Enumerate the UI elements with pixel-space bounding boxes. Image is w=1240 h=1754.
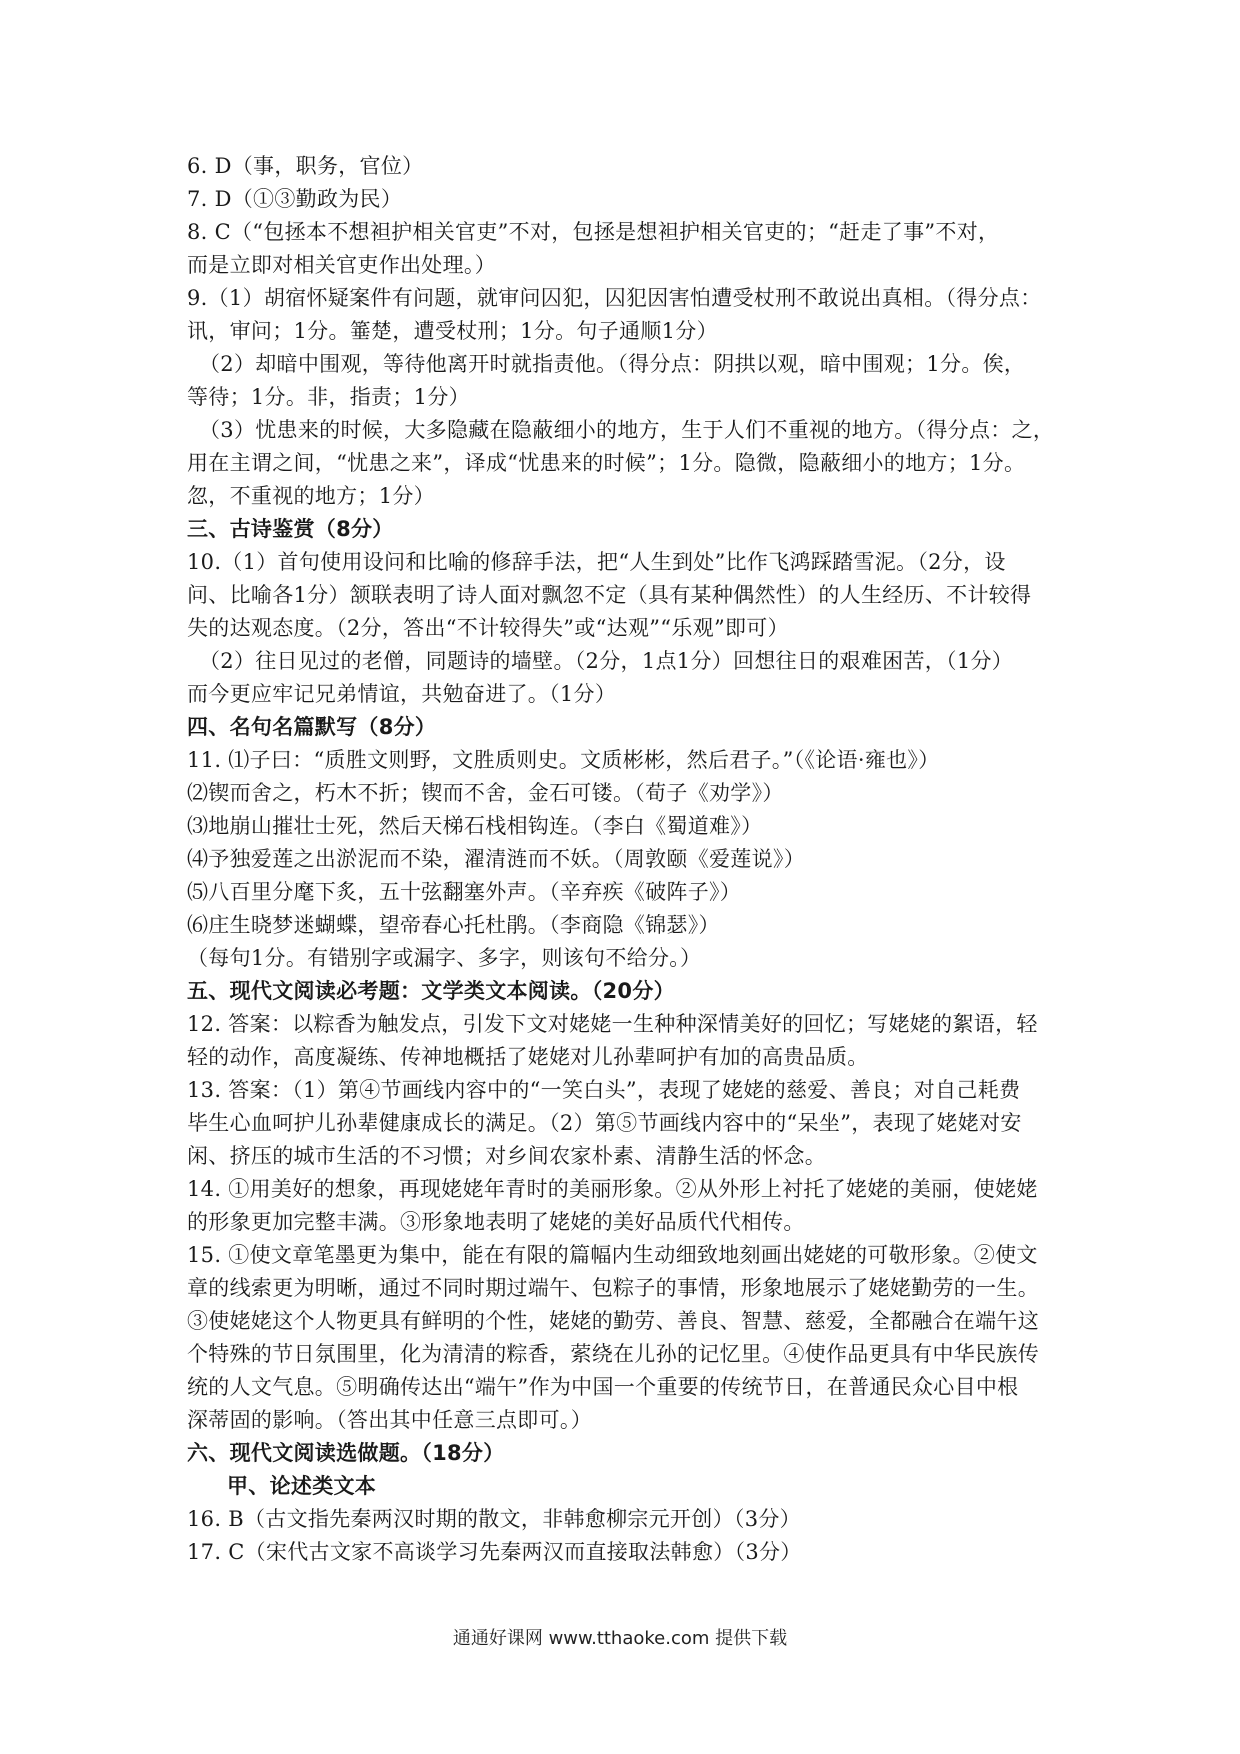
answer-key-page xyxy=(187,150,1062,1569)
answer-line: ⑶地崩山摧壮士死，然后天梯石栈相钩连。（李白《蜀道难》） xyxy=(187,814,763,838)
page-footer: 通通好课网 www.tthaoke.com 提供下载 xyxy=(452,1628,788,1649)
answer-line: 而今更应牢记兄弟情谊，共勉奋进了。（1分） xyxy=(187,682,617,706)
answer-line: ⑷予独爱莲之出淤泥而不染，濯清涟而不妖。（周敦颐《爱莲说》） xyxy=(187,847,805,871)
answer-line: 16. B（古文指先秦两汉时期的散文，非韩愈柳宗元开创）（3分） xyxy=(187,1507,801,1531)
section-heading: 六、现代文阅读选做题。（18分） xyxy=(187,1441,505,1465)
answer-line: 7. D（①③勤政为民） xyxy=(187,187,403,211)
answer-line: 9.（1）胡宿怀疑案件有问题，就审问囚犯，囚犯因害怕遭受杖刑不敢说出真相。（得分点： xyxy=(187,286,1042,310)
answer-line: （2）往日见过的老僧，同题诗的墙壁。（2分，1点1分）回想往日的艰难困苦，（1分） xyxy=(199,649,1014,673)
answer-line: 12. 答案：以粽香为触发点，引发下文对姥姥一生种种深情美好的回忆；写姥姥的絮语，轻 xyxy=(187,1012,1038,1036)
answer-line: 失的达观态度。（2分，答出“不计较得失”或“达观”“乐观”即可） xyxy=(187,616,789,640)
answer-line: 17. C（宋代古文家不高谈学习先秦两汉而直接取法韩愈）（3分） xyxy=(187,1540,802,1564)
answer-line: 个特殊的节日氛围里，化为清清的粽香，萦绕在儿孙的记忆里。④使作品更具有中华民族传 xyxy=(187,1342,1039,1366)
answer-line: 15. ①使文章笔墨更为集中，能在有限的篇幅内生动细致地刻画出姥姥的可敬形象。②使文 xyxy=(187,1243,1038,1267)
section-heading: 四、名句名篇默写（8分） xyxy=(187,715,437,739)
section-heading: 五、现代文阅读必考题：文学类文本阅读。（20分） xyxy=(187,979,675,1003)
answer-line: （3）忧患来的时候，大多隐藏在隐蔽细小的地方，生于人们不重视的地方。（得分点：之， xyxy=(199,418,1055,442)
subsection-heading: 甲、论述类文本 xyxy=(227,1474,377,1498)
answer-line: 忽，不重视的地方；1分） xyxy=(187,484,435,508)
section-heading: 三、古诗鉴赏（8分） xyxy=(187,517,394,541)
answer-line: （2）却暗中围观，等待他离开时就指责他。（得分点：阴拱以观，暗中围观；1分。俟， xyxy=(199,352,1026,376)
answer-line: 14. ①用美好的想象，再现姥姥年青时的美丽形象。②从外形上衬托了姥姥的美丽，使姥姥 xyxy=(187,1177,1038,1201)
answer-line: 讯，审问；1分。箠楚，遭受杖刑；1分。句子通顺1分） xyxy=(187,319,718,343)
answer-line: 而是立即对相关官吏作出处理。） xyxy=(187,253,496,277)
answer-line: 10.（1）首句使用设问和比喻的修辞手法，把“人生到处”比作飞鸿踩踏雪泥。（2分，设 xyxy=(187,550,1006,574)
answer-line: ⑸八百里分麾下炙，五十弦翻塞外声。（辛弃疾《破阵子》） xyxy=(187,880,742,904)
answer-line: 闲、挤压的城市生活的不习惯；对乡间农家朴素、清静生活的怀念。 xyxy=(187,1144,826,1168)
answer-line: 等待；1分。非，指责；1分） xyxy=(187,385,470,409)
answer-line: 13. 答案：（1）第④节画线内容中的“一笑白头”，表现了姥姥的慈爱、善良；对自己耗费 xyxy=(187,1078,1021,1102)
answer-line: 毕生心血呵护儿孙辈健康成长的满足。（2）第⑤节画线内容中的“呆坐”，表现了姥姥对安 xyxy=(187,1111,1022,1135)
answer-line: 统的人文气息。⑤明确传达出“端午”作为中国一个重要的传统节日，在普通民众心目中根 xyxy=(187,1375,1019,1399)
answer-line: 8. C（“包拯本不想袒护相关官吏”不对，包拯是想袒护相关官吏的；“赶走了事”不对， xyxy=(187,220,1000,244)
answer-line: 问、比喻各1分）颔联表明了诗人面对飘忽不定（具有某种偶然性）的人生经历、不计较得 xyxy=(187,583,1032,607)
answer-line: 深蒂固的影响。（答出其中任意三点即可。） xyxy=(187,1408,592,1432)
answer-line: 章的线索更为明晰，通过不同时期过端午、包粽子的事情，形象地展示了姥姥勤劳的一生。 xyxy=(187,1276,1039,1300)
answer-line: 6. D（事，职务，官位） xyxy=(187,154,424,178)
answer-line: 11. ⑴子曰：“质胜文则野，文胜质则史。文质彬彬，然后君子。”（《论语·雍也》） xyxy=(187,748,940,772)
answer-line: 用在主谓之间，“忧患之来”，译成“忧患来的时候”；1分。隐微，隐蔽细小的地方；1分。 xyxy=(187,451,1026,475)
answer-line: 轻的动作，高度凝练、传神地概括了姥姥对儿孙辈呵护有加的高贵品质。 xyxy=(187,1045,869,1069)
answer-line: 的形象更加完整丰满。③形象地表明了姥姥的美好品质代代相传。 xyxy=(187,1210,805,1234)
answer-line: ⑹庄生晓梦迷蝴蝶，望帝春心托杜鹃。（李商隐《锦瑟》） xyxy=(187,913,720,937)
answer-line: （每句1分。有错别字或漏字、多字，则该句不给分。） xyxy=(187,946,702,970)
answer-line: ③使姥姥这个人物更具有鲜明的个性，姥姥的勤劳、善良、智慧、慈爱，全都融合在端午这 xyxy=(187,1309,1039,1333)
answer-line: ⑵锲而舍之，朽木不折；锲而不舍，金石可镂。（荀子《劝学》） xyxy=(187,781,784,805)
